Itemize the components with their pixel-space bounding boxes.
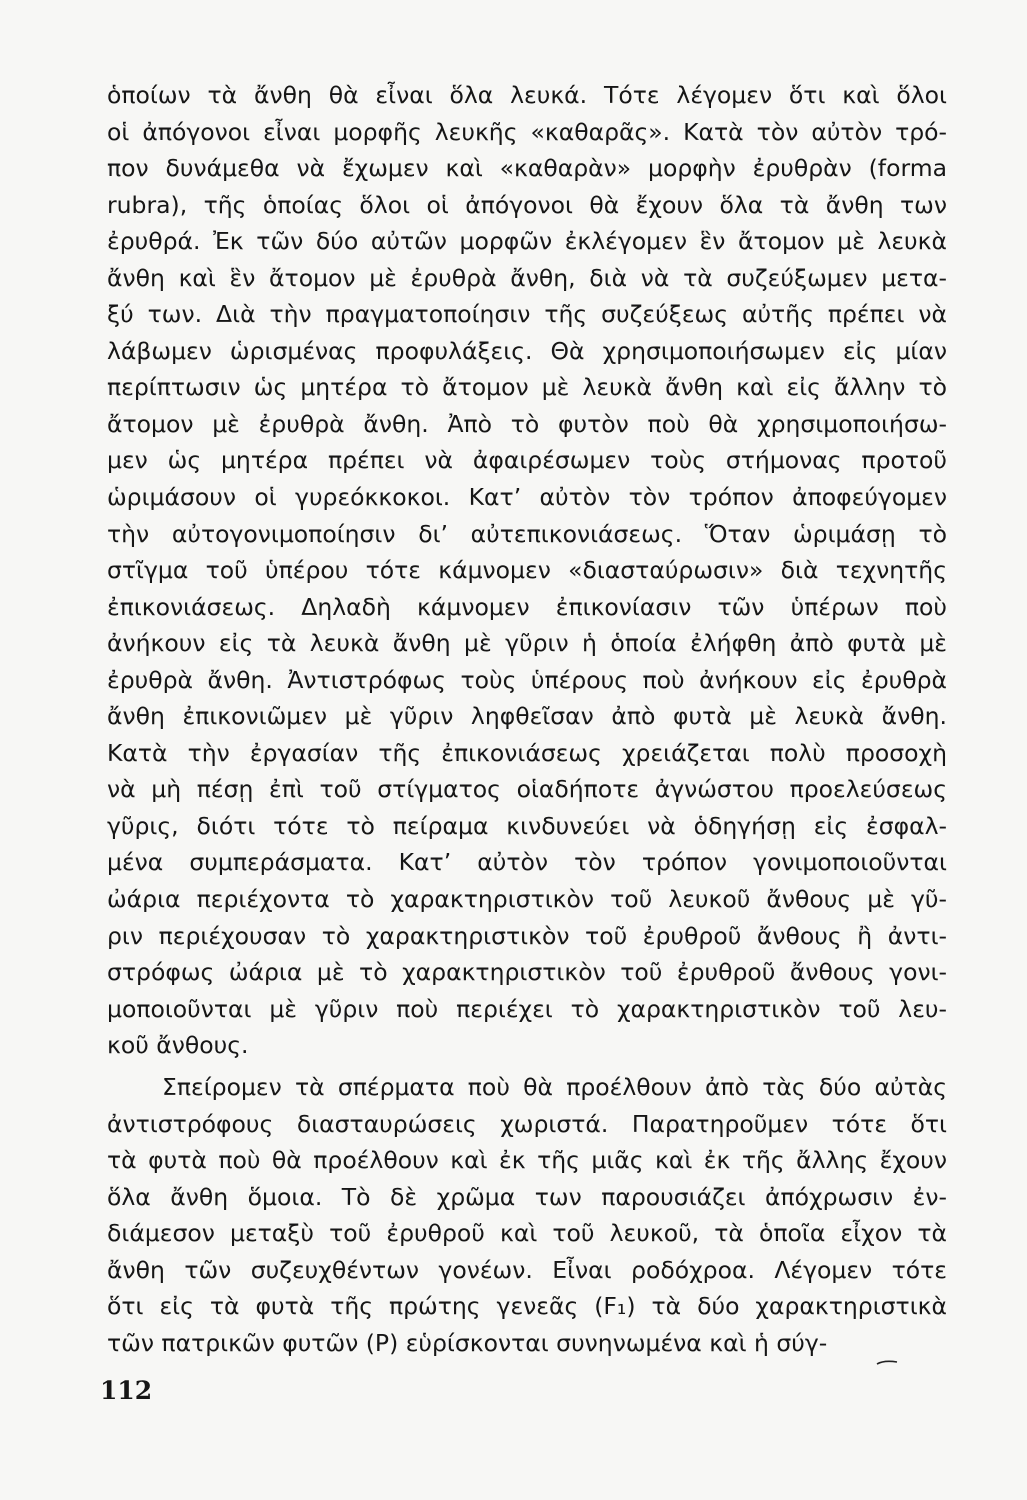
text-line: μένα συμπεράσματα. Κατ’ αὐτὸν τὸν τρόπον γονιμοποιοῦνται: [107, 848, 947, 877]
text-line: οἱ ἀπόγονοι εἶναι μορφῆς λευκῆς «καθαρᾶς». Κατὰ τὸν αὐτὸν τρό-: [107, 117, 947, 146]
text-line: rubra), τῆς ὁποίας ὅλοι οἱ ἀπόγονοι θὰ ἔχουν ὅλα τὰ ἄνθη των: [107, 190, 947, 219]
text-line: ὅτι εἰς τὰ φυτὰ τῆς πρώτης γενεᾶς (F₁) τὰ δύο χαρακτηριστικὰ: [107, 1292, 947, 1321]
text-line: ὅλα ἄνθη ὅμοια. Τὸ δὲ χρῶμα των παρουσιάζει ἀπόχρωσιν ἐν-: [107, 1182, 947, 1211]
text-line: ἄνθη ἐπικονιῶμεν μὲ γῦριν ληφθεῖσαν ἀπὸ φυτὰ μὲ λευκὰ ἄνθη.: [107, 702, 947, 731]
text-line: ἄνθη καὶ ἓν ἄτομον μὲ ἐρυθρὰ ἄνθη, διὰ νὰ τὰ συζεύξωμεν μετα-: [107, 263, 947, 292]
text-line: περίπτωσιν ὡς μητέρα τὸ ἄτομον μὲ λευκὰ ἄνθη καὶ εἰς ἄλλην τὸ: [107, 373, 947, 402]
text-line: ἄτομον μὲ ἐρυθρὰ ἄνθη. Ἀπὸ τὸ φυτὸν ποὺ θὰ χρησιμοποιήσω-: [107, 409, 947, 438]
text-line: στρόφως ὠάρια μὲ τὸ χαρακτηριστικὸν τοῦ ἐρυθροῦ ἄνθους γονι-: [107, 958, 947, 987]
text-line: μεν ὡς μητέρα πρέπει νὰ ἀφαιρέσωμεν τοὺς στήμονας προτοῦ: [107, 446, 947, 475]
text-line: ἐρυθρὰ ἄνθη. Ἀντιστρόφως τοὺς ὑπέρους ποὺ ἀνήκουν εἰς ἐρυθρὰ: [107, 665, 947, 694]
text-line: τῶν πατρικῶν φυτῶν (P) εὑρίσκονται συνηνωμένα καὶ ἡ σύγ-: [107, 1328, 828, 1357]
text-line: Σπείρομεν τὰ σπέρματα ποὺ θὰ προέλθουν ἀπὸ τὰς δύο αὐτὰς: [162, 1073, 947, 1101]
text-line: διάμεσον μεταξὺ τοῦ ἐρυθροῦ καὶ τοῦ λευκοῦ, τὰ ὁποῖα εἶχον τὰ: [107, 1219, 947, 1248]
text-line: ἀντιστρόφους διασταυρώσεις χωριστά. Παρατηροῦμεν τότε ὅτι: [107, 1109, 947, 1138]
ink-mark-icon: [876, 1356, 898, 1366]
text-line: ὡριμάσουν οἱ γυρεόκκοκοι. Κατ’ αὐτὸν τὸν τρόπον ἀποφεύγομεν: [107, 483, 947, 512]
text-line: ἐρυθρά. Ἐκ τῶν δύο αὐτῶν μορφῶν ἐκλέγομεν ἓν ἄτομον μὲ λευκὰ: [107, 227, 947, 256]
text-line: τὰ φυτὰ ποὺ θὰ προέλθουν καὶ ἐκ τῆς μιᾶς καὶ ἐκ τῆς ἄλλης ἔχουν: [107, 1146, 947, 1175]
text-line: πον δυνάμεθα νὰ ἔχωμεν καὶ «καθαρὰν» μορφὴν ἐρυθρὰν (forma: [107, 154, 947, 183]
text-line: ἄνθη τῶν συζευχθέντων γονέων. Εἶναι ροδόχροα. Λέγομεν τότε: [107, 1255, 947, 1284]
text-line: ἀνήκουν εἰς τὰ λευκὰ ἄνθη μὲ γῦριν ἡ ὁποία ἐλήφθη ἀπὸ φυτὰ μὲ: [107, 629, 947, 658]
text-line: τὴν αὐτογονιμοποίησιν δι’ αὐτεπικονιάσεως. Ὅταν ὡριμάσῃ τὸ: [107, 519, 947, 548]
text-line: ξύ των. Διὰ τὴν πραγματοποίησιν τῆς συζεύξεως αὐτῆς πρέπει νὰ: [107, 300, 947, 329]
text-line: γῦρις, διότι τότε τὸ πείραμα κινδυνεύει νὰ ὁδηγήσῃ εἰς ἐσφαλ-: [107, 811, 947, 840]
text-line: κοῦ ἄνθους.: [107, 1031, 249, 1060]
paragraph-1: [107, 77, 947, 1064]
text-line: ἐπικονιάσεως. Δηλαδὴ κάμνομεν ἐπικονίασιν τῶν ὑπέρων ποὺ: [107, 592, 947, 621]
text-line: μοποιοῦνται μὲ γῦριν ποὺ περιέχει τὸ χαρακτηριστικὸν τοῦ λευ-: [107, 994, 947, 1023]
page-number: 112: [100, 1376, 153, 1405]
text-line: Κατὰ τὴν ἐργασίαν τῆς ἐπικονιάσεως χρειάζεται πολὺ προσοχὴ: [107, 738, 947, 767]
text-line: λάβωμεν ὡρισμένας προφυλάξεις. Θὰ χρησιμοποιήσωμεν εἰς μίαν: [107, 336, 947, 365]
text-line: ριν περιέχουσαν τὸ χαρακτηριστικὸν τοῦ ἐρυθροῦ ἄνθους ἢ ἀντι-: [107, 921, 947, 950]
text-line: νὰ μὴ πέσῃ ἐπὶ τοῦ στίγματος οἱαδήποτε ἀγνώστου προελεύσεως: [107, 775, 947, 804]
text-line: ὠάρια περιέχοντα τὸ χαρακτηριστικὸν τοῦ λευκοῦ ἄνθους μὲ γῦ-: [107, 885, 947, 914]
text-line: ὁποίων τὰ ἄνθη θὰ εἶναι ὅλα λευκά. Τότε λέγομεν ὅτι καὶ ὅλοι: [107, 81, 947, 109]
text-line: στῖγμα τοῦ ὑπέρου τότε κάμνομεν «διασταύρωσιν» διὰ τεχνητῆς: [107, 556, 947, 585]
paragraph-2: [107, 1069, 947, 1361]
